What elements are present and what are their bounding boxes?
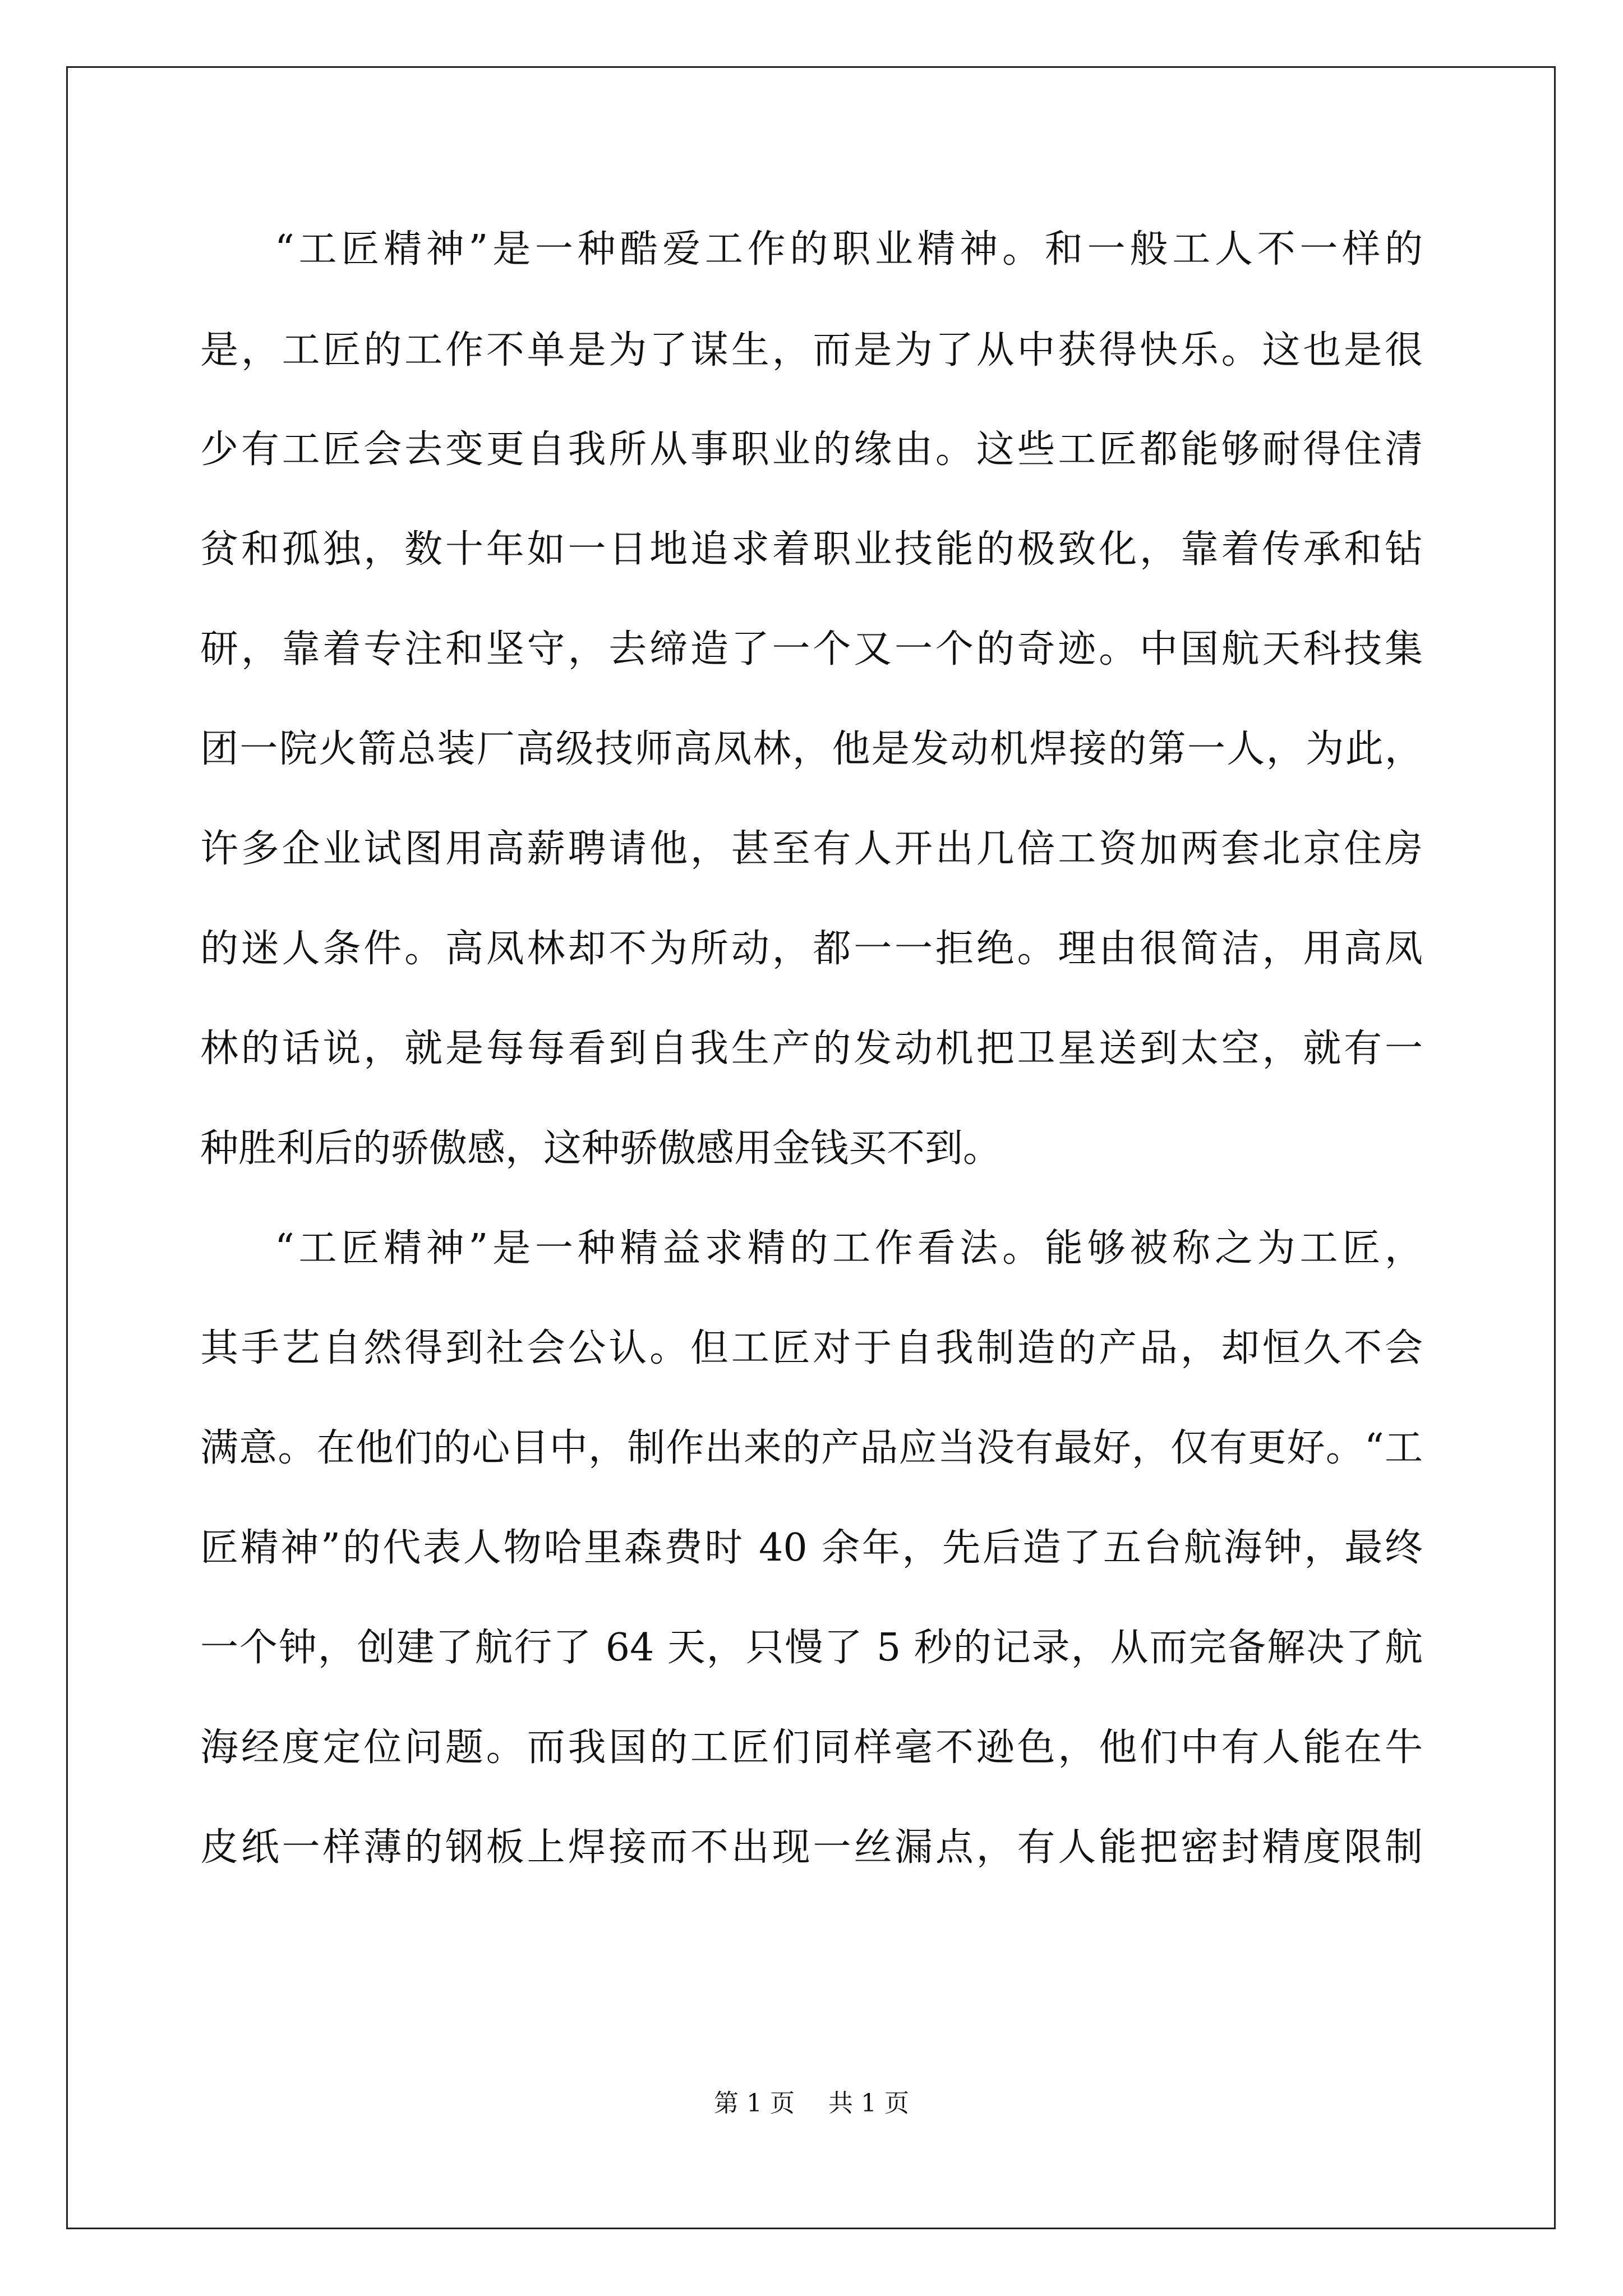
paragraph-1-line-2: 是，工匠的工作不单是为了谋生，而是为了从中获得快乐。这也是很 <box>200 328 1423 372</box>
page-footer <box>0 2087 1623 2120</box>
paragraph-2-line-4: 匠精神”的代表人物哈里森费时 40 余年，先后造了五台航海钟，最终 <box>200 1526 1423 1570</box>
paragraph-2-line-3: 满意。在他们的心目中，制作出来的产品应当没有最好，仅有更好。“工 <box>200 1426 1423 1470</box>
paragraph-1-line-8: 的迷人条件。高凤林却不为所动，都一一拒绝。理由很简洁，用高凤 <box>200 927 1423 971</box>
paragraph-1-line-5: 研，靠着专注和坚守，去缔造了一个又一个的奇迹。中国航天科技集 <box>200 627 1423 671</box>
paragraph-1-line-7: 许多企业试图用高薪聘请他，甚至有人开出几倍工资加两套北京住房 <box>200 827 1423 871</box>
paragraph-1-line-3: 少有工匠会去变更自我所从事职业的缘由。这些工匠都能够耐得住清 <box>200 427 1423 472</box>
page-number: 第 1 页 <box>714 2089 795 2118</box>
paragraph-2-line-5: 一个钟，创建了航行了 64 天，只慢了 5 秒的记录，从而完备解决了航 <box>200 1626 1423 1670</box>
paragraph-2-line-1: “工匠精神”是一种精益求精的工作看法。能够被称之为工匠， <box>275 1226 1423 1271</box>
paragraph-1-line-4: 贫和孤独，数十年如一日地追求着职业技能的极致化，靠着传承和钻 <box>200 527 1423 572</box>
paragraph-2-line-7: 皮纸一样薄的钢板上焊接而不出现一丝漏点，有人能把密封精度限制 <box>200 1825 1423 1870</box>
paragraph-1-line-1: “工匠精神”是一种酷爱工作的职业精神。和一般工人不一样的 <box>275 227 1423 272</box>
paragraph-1-line-10: 种胜利后的骄傲感，这种骄傲感用金钱买不到。 <box>200 1126 1002 1171</box>
page-total: 共 1 页 <box>828 2089 909 2118</box>
paragraph-2-line-6: 海经度定位问题。而我国的工匠们同样毫不逊色，他们中有人能在牛 <box>200 1726 1423 1770</box>
paragraph-1-line-9: 林的话说，就是每每看到自我生产的发动机把卫星送到太空，就有一 <box>200 1027 1423 1071</box>
paragraph-2-line-2: 其手艺自然得到社会公认。但工匠对于自我制造的产品，却恒久不会 <box>200 1326 1423 1370</box>
paragraph-1-line-6: 团一院火箭总装厂高级技师高凤林，他是发动机焊接的第一人，为此， <box>200 727 1423 771</box>
